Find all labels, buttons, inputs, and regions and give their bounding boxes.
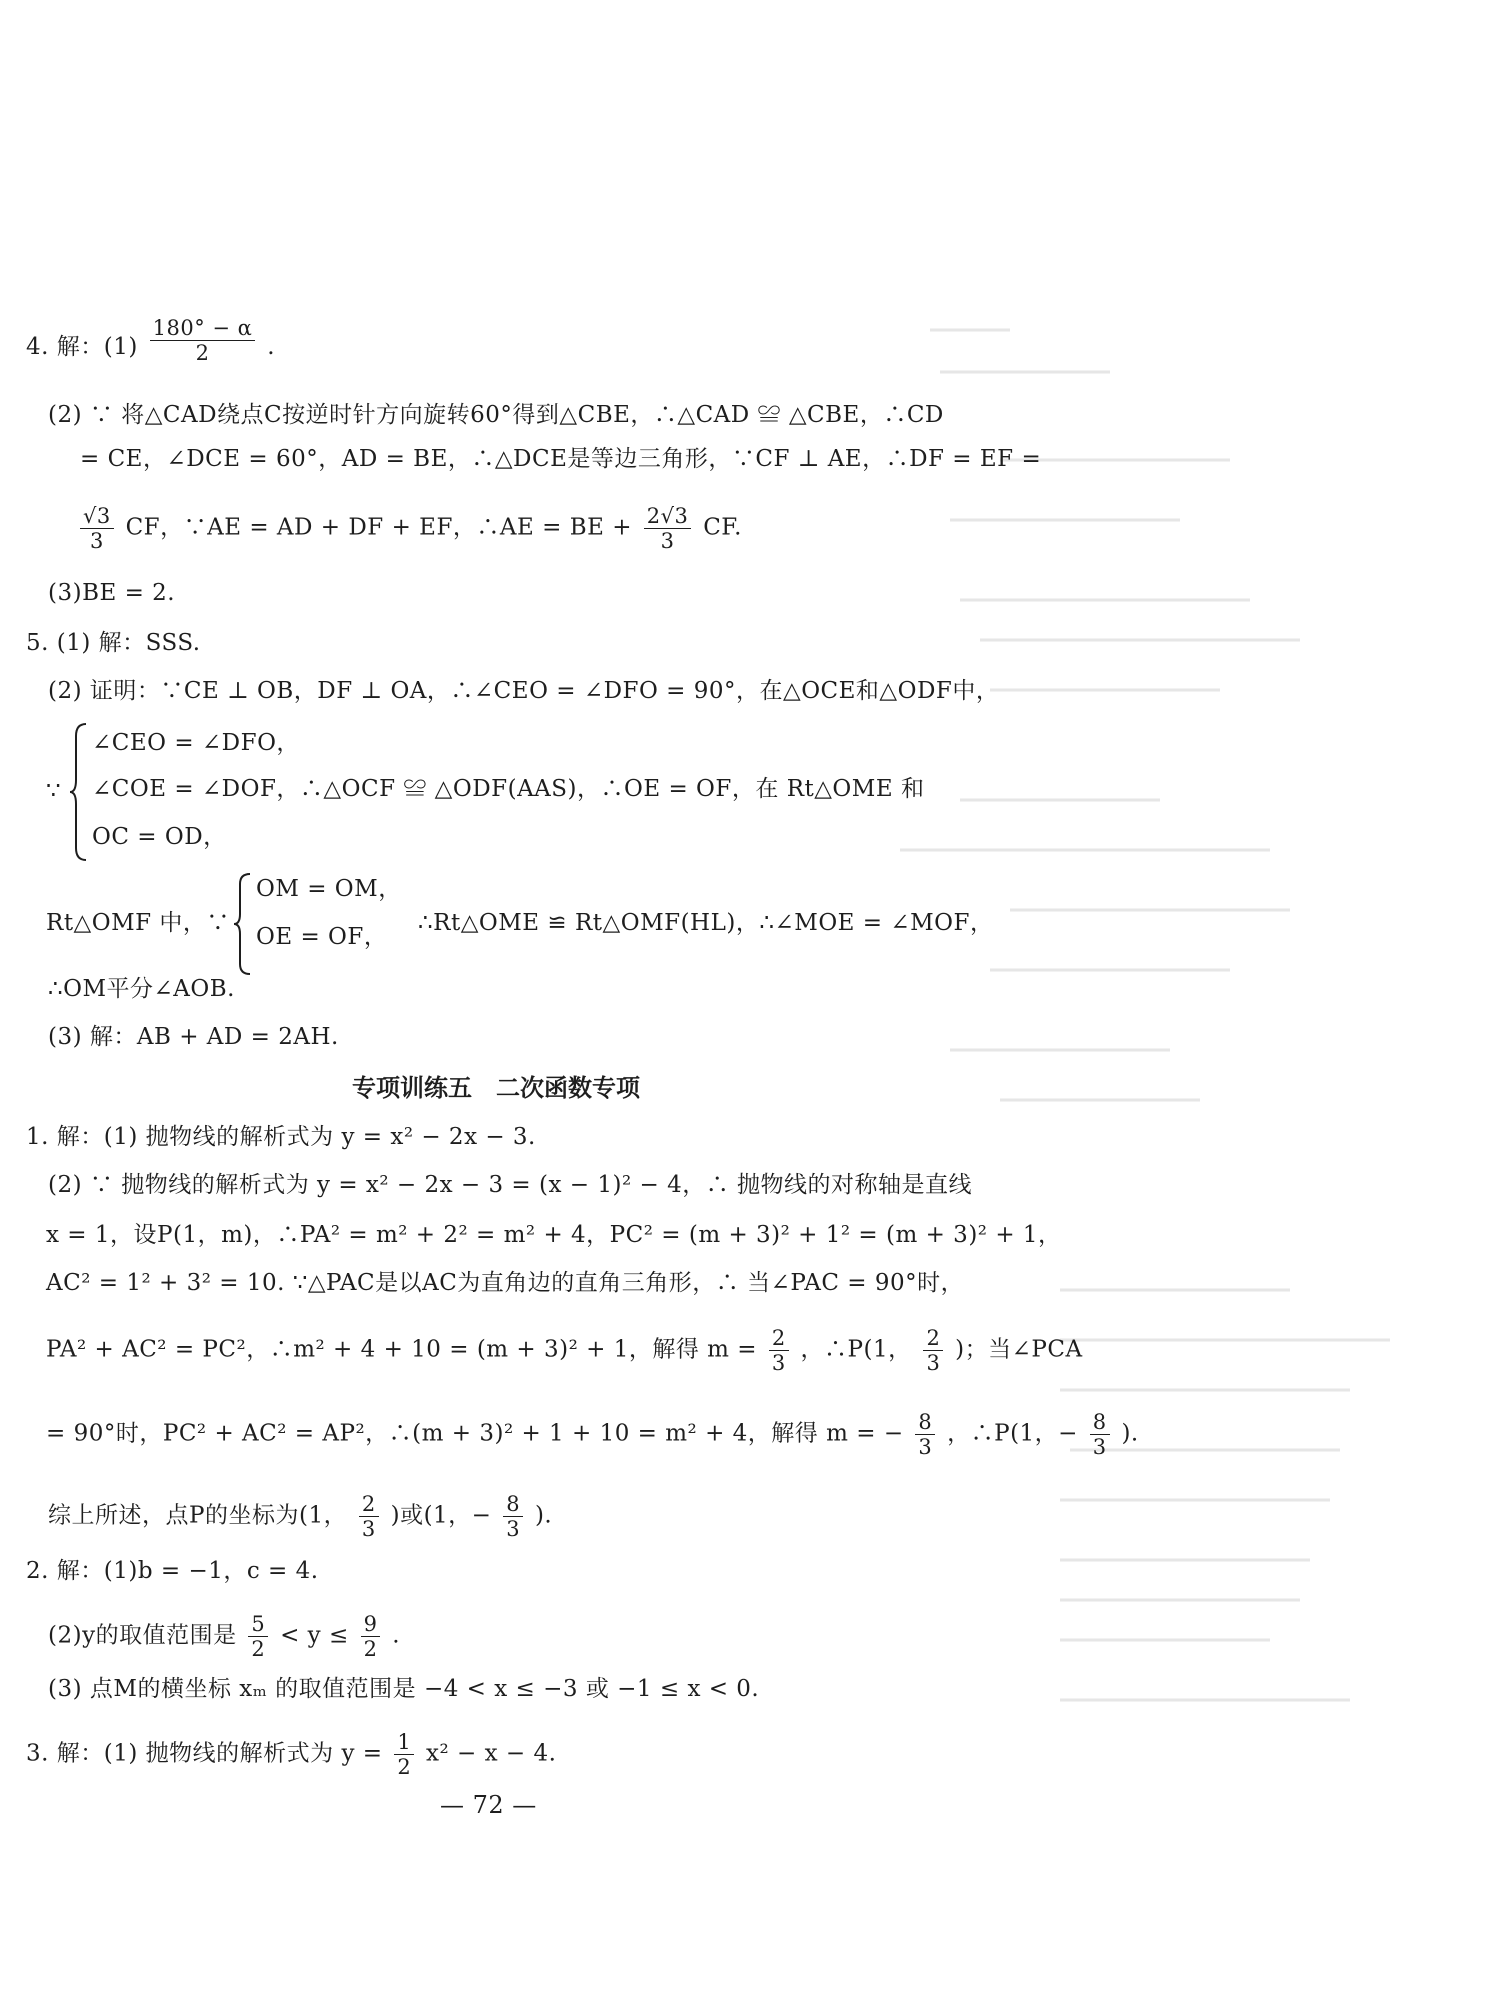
text: ). xyxy=(534,1502,553,1529)
fraction-denominator: 2 xyxy=(397,1755,412,1779)
fraction-numerator: 2 xyxy=(769,1326,789,1351)
fraction-denominator: 3 xyxy=(918,1435,933,1459)
question-2-part-1 xyxy=(0,1556,1492,1586)
fraction-numerator: 1 xyxy=(394,1730,414,1755)
text: Rt△OMF 中，∵ xyxy=(46,910,230,936)
question-1-part-2-line-5 xyxy=(0,1410,1492,1459)
fraction xyxy=(359,1492,379,1541)
text: OC = OD， xyxy=(92,824,227,850)
question-2-part-3 xyxy=(0,1674,1492,1704)
text: AC² = 1² + 3² = 10. ∵△PAC是以AC为直角边的直角三角形，∴ 当∠PAC = 90°时， xyxy=(46,1270,965,1296)
because-symbol: ∵ xyxy=(46,778,61,804)
text: = CE，∠DCE = 60°，AD = BE，∴△DCE是等边三角形，∵CF ⊥ AE，∴DF = EF = xyxy=(80,446,1042,472)
system-line xyxy=(92,822,227,852)
text: (2) ∵ 抛物线的解析式为 y = x² − 2x − 3 = (x − 1)² − 4，∴ 抛物线的对称轴是直线 xyxy=(48,1172,973,1198)
text: = 90°时，PC² + AC² = AP²，∴(m + 3)² + 1 + 10 = m² + 4，解得 m = − xyxy=(46,1420,904,1447)
answer-5-part-1 xyxy=(0,628,1492,658)
question-3-part-1 xyxy=(0,1730,1492,1779)
fraction-numerator: 8 xyxy=(915,1410,935,1435)
fraction-numerator: 2 xyxy=(923,1326,943,1351)
question-1-part-2-conclusion xyxy=(0,1492,1492,1541)
fraction xyxy=(915,1410,935,1459)
system-of-equations-2 xyxy=(46,870,1096,980)
text: 5. (1) 解：SSS. xyxy=(26,630,201,656)
left-brace-icon xyxy=(232,872,254,976)
system-of-equations-1 xyxy=(46,718,1096,868)
fraction-denominator: 3 xyxy=(506,1517,521,1541)
fraction-numerator: 2√3 xyxy=(644,504,692,529)
text: CF. xyxy=(703,514,742,541)
text: < y ≤ xyxy=(280,1622,349,1649)
text: . xyxy=(392,1622,401,1649)
text: 1. 解：(1) 抛物线的解析式为 y = x² − 2x − 3. xyxy=(26,1124,536,1150)
text: OE = OF， xyxy=(256,924,388,950)
fraction xyxy=(150,316,256,365)
fraction xyxy=(1090,1410,1110,1459)
answer-5-part-2-line-1 xyxy=(0,676,1492,706)
fraction xyxy=(361,1612,381,1661)
fraction-numerator: 8 xyxy=(1090,1410,1110,1435)
fraction xyxy=(503,1492,523,1541)
fraction-denominator: 3 xyxy=(89,529,104,553)
text: ∴OM平分∠AOB. xyxy=(48,976,235,1002)
question-2-part-2 xyxy=(0,1612,1492,1661)
text: x = 1，设P(1，m)，∴PA² = m² + 2² = m² + 4，PC² = (m + 3)² + 1² = (m + 3)² + 1， xyxy=(46,1222,1062,1248)
fraction xyxy=(80,504,114,553)
fraction xyxy=(248,1612,268,1661)
fraction-numerator: 5 xyxy=(248,1612,268,1637)
question-1-part-2-line-3 xyxy=(0,1268,1492,1298)
answer-4-part-2-line-1 xyxy=(0,400,1492,430)
question-1-part-1 xyxy=(0,1122,1492,1152)
question-1-part-2-line-1 xyxy=(0,1170,1492,1200)
text: )或(1，− xyxy=(390,1502,492,1529)
text: 3. 解：(1) 抛物线的解析式为 y = xyxy=(26,1740,383,1767)
text: (3) 点M的横坐标 xₘ 的取值范围是 −4 < x ≤ −3 或 −1 ≤ x < 0. xyxy=(48,1676,760,1702)
text: 综上所述，点P的坐标为(1， xyxy=(48,1502,348,1529)
fraction-numerator: 2 xyxy=(359,1492,379,1517)
fraction xyxy=(394,1730,414,1779)
text: ∠COE = ∠DOF，∴△OCF ≌ △ODF(AAS)，∴OE = OF，在 Rt△OME 和 xyxy=(92,776,925,802)
system-line xyxy=(256,874,402,904)
text: (3)BE = 2. xyxy=(48,580,176,606)
text: ，∴P(1， xyxy=(800,1336,912,1363)
text: ). xyxy=(1121,1420,1139,1447)
section-title: 专项训练五 二次函数专项 xyxy=(352,1073,640,1102)
answer-4-part-2-line-3 xyxy=(0,504,1492,553)
text: PA² + AC² = PC²，∴m² + 4 + 10 = (m + 3)² + 1，解得 m = xyxy=(46,1336,758,1363)
system-line xyxy=(92,728,300,758)
question-1-part-2-line-2 xyxy=(0,1220,1492,1250)
fraction xyxy=(644,504,692,553)
fraction-denominator: 2 xyxy=(251,1637,266,1661)
answer-4-part-2-line-2 xyxy=(0,444,1492,474)
fraction xyxy=(923,1326,943,1375)
fraction-numerator: 8 xyxy=(503,1492,523,1517)
text: 2. 解：(1)b = −1，c = 4. xyxy=(26,1558,319,1584)
text: (2) 证明：∵CE ⊥ OB，DF ⊥ OA，∴∠CEO = ∠DFO = 90°，在△OCE和△ODF中， xyxy=(48,678,1000,704)
fraction xyxy=(769,1326,789,1375)
fraction-denominator: 3 xyxy=(1092,1435,1107,1459)
left-brace-icon xyxy=(68,722,90,862)
fraction-denominator: 2 xyxy=(195,341,210,365)
fraction-denominator: 3 xyxy=(771,1351,786,1375)
answer-4-part-1 xyxy=(0,316,1492,365)
text: (3) 解：AB + AD = 2AH. xyxy=(48,1024,339,1050)
system-line xyxy=(92,774,924,804)
text: OM = OM， xyxy=(256,876,402,902)
fraction-denominator: 2 xyxy=(363,1637,378,1661)
text: )；当∠PCA xyxy=(955,1336,1083,1363)
text: . xyxy=(267,334,275,360)
answer-4-label: 4. 解：(1) xyxy=(26,334,138,360)
fraction-denominator: 3 xyxy=(660,529,675,553)
answer-5-part-3 xyxy=(0,1022,1492,1052)
fraction-denominator: 3 xyxy=(361,1517,376,1541)
question-1-part-2-line-4 xyxy=(0,1326,1492,1375)
system-line xyxy=(256,922,387,952)
text: ，∴P(1，− xyxy=(947,1420,1078,1447)
text: ∠CEO = ∠DFO， xyxy=(92,730,300,756)
fraction-denominator: 3 xyxy=(926,1351,941,1375)
fraction-numerator: 180° − α xyxy=(150,316,256,341)
text: CF，∵AE = AD + DF + EF，∴AE = BE + xyxy=(125,514,632,541)
text: ∴Rt△OME ≌ Rt△OMF(HL)，∴∠MOE = ∠MOF， xyxy=(418,910,994,936)
fraction-numerator: 9 xyxy=(361,1612,381,1637)
page-number: — 72 — xyxy=(440,1791,537,1819)
fraction-numerator: √3 xyxy=(80,504,114,529)
text: (2)y的取值范围是 xyxy=(48,1622,237,1649)
text: (2) ∵ 将△CAD绕点C按逆时针方向旋转60°得到△CBE，∴△CAD ≌ △CBE，∴CD xyxy=(48,402,944,428)
text: x² − x − 4. xyxy=(426,1740,557,1767)
answer-4-part-3 xyxy=(0,578,1492,608)
answer-5-part-2-conclusion xyxy=(0,974,1492,1004)
